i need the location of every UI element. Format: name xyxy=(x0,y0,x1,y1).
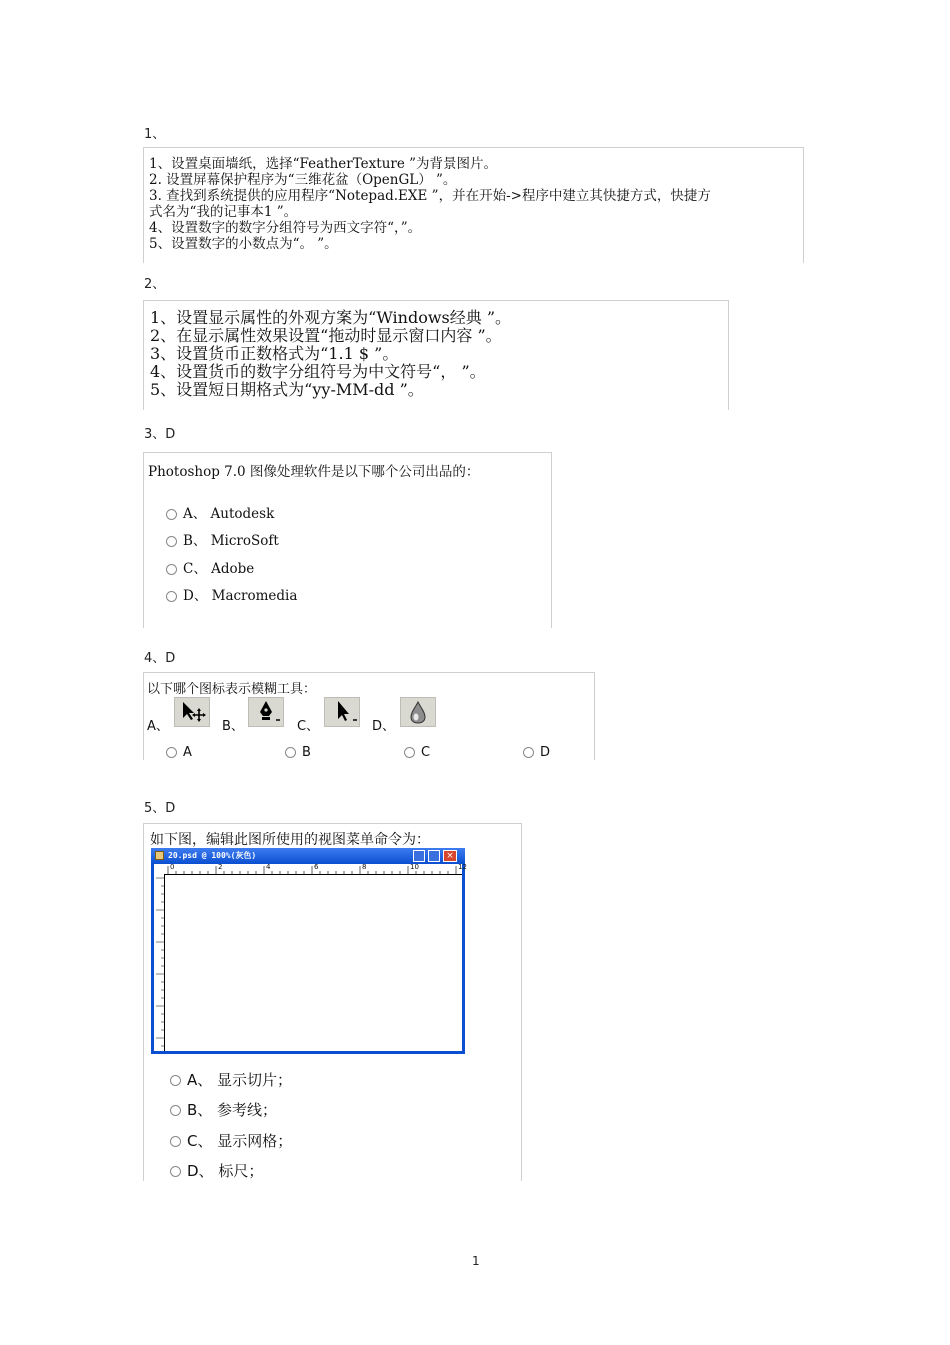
psd-canvas xyxy=(154,863,467,1051)
q5-option-a[interactable]: A、 显示切片； xyxy=(170,1069,292,1090)
q1-line: 2. 设置屏幕保护程序为“三维花盆（OpenGL） ”。 xyxy=(149,172,457,188)
q5-label: 5、D xyxy=(144,801,176,816)
ruler-mark: 6 xyxy=(314,863,319,871)
ruler-mark: 8 xyxy=(362,863,367,871)
q4-choice-c: C、 xyxy=(297,719,320,734)
psd-window-title: 20.psd @ 100%(灰色) xyxy=(168,851,257,860)
ruler-mark: 0 xyxy=(170,863,175,871)
horizontal-ruler xyxy=(164,863,467,875)
pen-tool-icon[interactable] xyxy=(248,697,284,727)
q1-line: 式名为“我的记事本1 ”。 xyxy=(149,204,298,220)
q3-box xyxy=(143,452,552,628)
q2-line: 5、设置短日期格式为“yy-MM-dd ”。 xyxy=(150,380,424,399)
radio-icon[interactable] xyxy=(166,536,177,547)
radio-icon[interactable] xyxy=(285,747,296,758)
radio-icon[interactable] xyxy=(166,747,177,758)
q4-question: 以下哪个图标表示模糊工具： xyxy=(147,682,317,697)
q2-line: 2、在显示属性效果设置“拖动时显示窗口内容 ”。 xyxy=(150,326,502,345)
minimize-icon[interactable] xyxy=(413,850,425,862)
q4-box xyxy=(143,672,595,760)
q3-option-b[interactable]: B、 MicroSoft xyxy=(166,529,279,549)
radio-icon[interactable] xyxy=(166,509,177,520)
psd-window xyxy=(151,848,465,1054)
q5-option-d[interactable]: D、 标尺； xyxy=(170,1160,263,1181)
q2-line: 3、设置货币正数格式为“1.1 $ ”。 xyxy=(150,344,399,363)
ruler-mark: 10 xyxy=(410,863,419,871)
maximize-icon[interactable] xyxy=(428,850,440,862)
ruler-mark: 4 xyxy=(266,863,271,871)
q1-label: 1、 xyxy=(144,127,166,142)
q1-line: 1、设置桌面墙纸，选择“FeatherTexture ”为背景图片。 xyxy=(149,156,498,172)
q1-line: 4、设置数字的数字分组符号为西文字符“，”。 xyxy=(149,220,422,236)
psd-titlebar xyxy=(151,848,465,864)
q1-box xyxy=(143,147,804,263)
page-number: 1 xyxy=(472,1254,480,1268)
q3-option-d[interactable]: D、 Macromedia xyxy=(166,584,297,604)
radio-icon[interactable] xyxy=(170,1105,181,1116)
q1-line: 3. 查找到系统提供的应用程序“Notepad.EXE ”，并在开始->程序中建立其快捷方式，快捷方 xyxy=(149,188,711,204)
close-icon[interactable]: × xyxy=(443,850,457,862)
psd-doc-icon xyxy=(155,851,164,860)
q2-line: 1、设置显示属性的外观方案为“Windows经典 ”。 xyxy=(150,308,511,327)
radio-icon[interactable] xyxy=(523,747,534,758)
q4-choice-a: A、 xyxy=(147,719,169,734)
q2-line: 4、设置货币的数字分组符号为中文符号“， ”。 xyxy=(150,362,486,381)
q3-label: 3、D xyxy=(144,427,176,442)
path-select-tool-icon[interactable] xyxy=(324,697,360,727)
q4-choice-d: D、 xyxy=(372,719,396,734)
q5-box xyxy=(143,823,522,1181)
q4-choice-b: B、 xyxy=(222,719,244,734)
q4-radio-a[interactable]: A xyxy=(166,745,192,760)
radio-icon[interactable] xyxy=(166,591,177,602)
q1-line: 5、设置数字的小数点为“。 ”。 xyxy=(149,236,338,252)
vertical-ruler xyxy=(154,874,165,1051)
radio-icon[interactable] xyxy=(170,1166,181,1177)
q4-radio-c[interactable]: C xyxy=(404,745,430,760)
q3-question: Photoshop 7.0 图像处理软件是以下哪个公司出品的： xyxy=(148,464,480,480)
q2-label: 2、 xyxy=(144,277,166,292)
q3-option-a[interactable]: A、 Autodesk xyxy=(166,502,274,522)
q3-option-c[interactable]: C、 Adobe xyxy=(166,557,254,577)
radio-icon[interactable] xyxy=(170,1136,181,1147)
radio-icon[interactable] xyxy=(166,564,177,575)
q4-radio-b[interactable]: B xyxy=(285,745,311,760)
q4-radio-d[interactable]: D xyxy=(523,745,550,760)
ruler-mark: 12 xyxy=(458,863,467,871)
q4-label: 4、D xyxy=(144,651,176,666)
radio-icon[interactable] xyxy=(404,747,415,758)
radio-icon[interactable] xyxy=(170,1075,181,1086)
move-tool-icon[interactable] xyxy=(174,697,210,727)
ruler-mark: 2 xyxy=(218,863,223,871)
q5-option-c[interactable]: C、 显示网格； xyxy=(170,1130,292,1151)
q2-box xyxy=(143,300,729,410)
q5-option-b[interactable]: B、 参考线； xyxy=(170,1099,277,1120)
blur-tool-icon[interactable] xyxy=(400,697,436,727)
q5-question: 如下图，编辑此图所使用的视图菜单命令为： xyxy=(150,832,430,848)
